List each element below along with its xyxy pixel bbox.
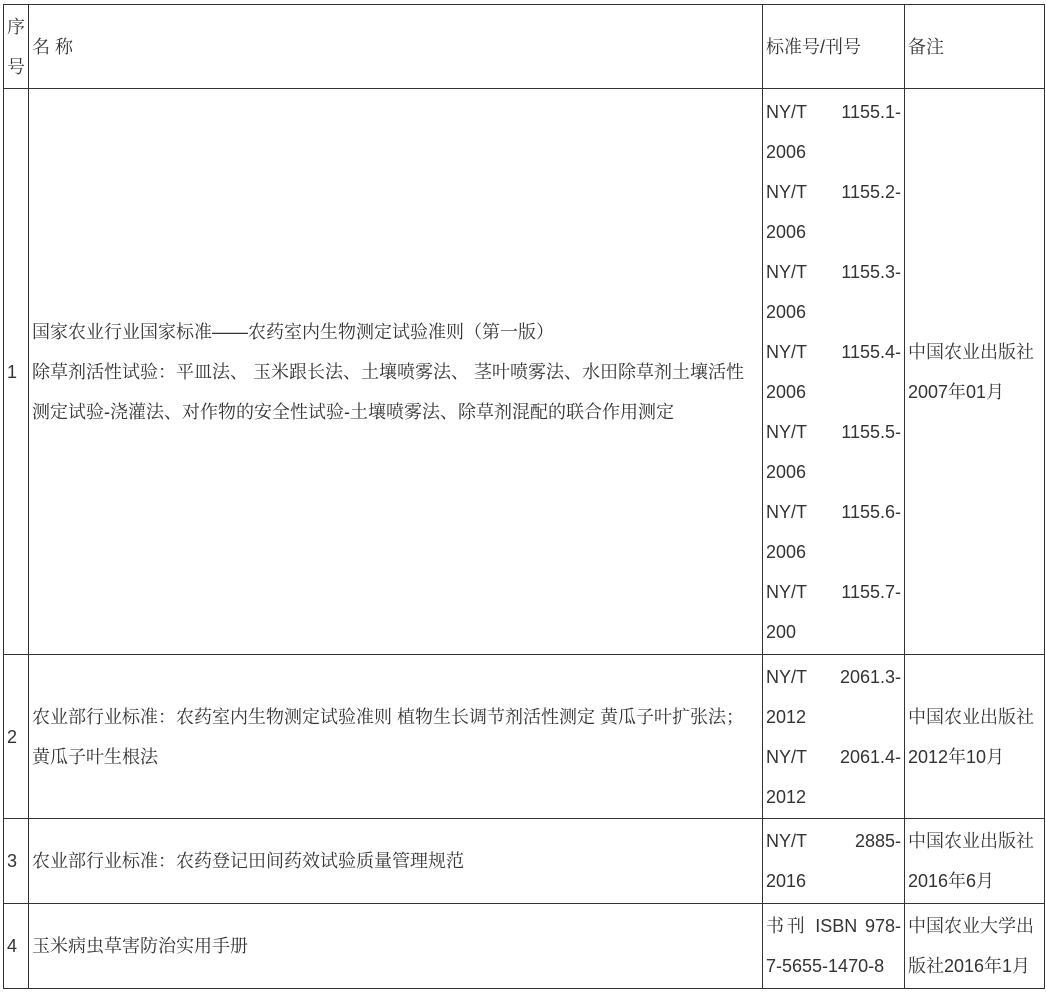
note-line: 版社2016年1月: [908, 956, 1031, 976]
cell-standard-number: [763, 89, 905, 655]
table-row: [4, 89, 1045, 655]
cell-standard-number: [763, 655, 905, 819]
cell-note: [905, 904, 1045, 989]
standard-number-line-1: 书刊 ISBN 978-: [766, 916, 901, 936]
cell-name: [29, 819, 763, 904]
header-standard-number: 标准号/刊号: [763, 5, 905, 89]
standard-number-line-1: NY/T 2061.3-: [766, 666, 901, 687]
standard-number-line-1: NY/T 1155.4-: [766, 341, 901, 362]
header-note: 备注: [905, 5, 1045, 89]
table-row: [4, 904, 1045, 989]
name-line: 玉米病虫草害防治实用手册: [32, 936, 248, 956]
standard-number-line-1: NY/T 2061.4-: [766, 746, 901, 767]
note-line: 2007年01月: [908, 381, 1005, 402]
table-row: [4, 819, 1045, 904]
name-line: 测定试验-浇灌法、对作物的安全性试验-土壤喷雾法、除草剂混配的联合作用测定: [32, 401, 674, 422]
standard-number-line-2: 2012: [766, 786, 807, 807]
standard-number-line-2: 2016: [766, 871, 807, 891]
note-line: 中国农业出版社: [908, 341, 1034, 362]
name-line: 农业部行业标准：农药室内生物测定试验准则 植物生长调节剂活性测定 黄瓜子叶扩张法；: [32, 706, 744, 727]
standard-number-line-2: 2006: [766, 141, 807, 162]
standard-number-line-2: 2006: [766, 301, 807, 322]
standard-number-line-2: 7-5655-1470-8: [766, 956, 885, 976]
note-line: 中国农业出版社: [908, 831, 1034, 851]
header-index: 序号: [4, 5, 29, 89]
standard-number-line-2: 2006: [766, 541, 807, 562]
standard-number-line-1: NY/T 1155.5-: [766, 421, 901, 442]
standard-number-line-1: NY/T 1155.1-: [766, 101, 901, 122]
cell-note: [905, 655, 1045, 819]
standard-number-line-1: NY/T 1155.7-: [766, 581, 901, 602]
cell-standard-number: [763, 904, 905, 989]
cell-index: 4: [4, 904, 29, 989]
standard-number-line-2: 2006: [766, 461, 807, 482]
standard-number-line-1: NY/T 1155.3-: [766, 261, 901, 282]
note-line: 2016年6月: [908, 871, 995, 891]
cell-note: [905, 819, 1045, 904]
cell-name: [29, 904, 763, 989]
name-line: 除草剂活性试验：平皿法、 玉米跟长法、土壤喷雾法、 茎叶喷雾法、水田除草剂土壤活性: [32, 361, 744, 382]
note-line: 中国农业大学出: [908, 916, 1034, 936]
header-name: 名 称: [29, 5, 763, 89]
header-row: [4, 5, 1045, 89]
cell-name: [29, 655, 763, 819]
table-row: [4, 655, 1045, 819]
standard-number-line-1: NY/T 2885-: [766, 831, 901, 851]
standard-number-line-2: 2006: [766, 381, 807, 402]
standard-number-line-2: 200: [766, 621, 797, 642]
standard-number-line-2: 2012: [766, 706, 807, 727]
cell-standard-number: [763, 819, 905, 904]
standard-number-line-1: NY/T 1155.2-: [766, 181, 901, 202]
name-line: 黄瓜子叶生根法: [32, 746, 158, 767]
cell-index: 3: [4, 819, 29, 904]
note-line: 2012年10月: [908, 746, 1005, 767]
name-line: 国家农业行业国家标准——农药室内生物测定试验准则（第一版）: [32, 321, 554, 342]
name-line: 农业部行业标准：农药登记田间药效试验质量管理规范: [32, 851, 464, 871]
standard-number-line-2: 2006: [766, 221, 807, 242]
cell-note: [905, 89, 1045, 655]
cell-name: [29, 89, 763, 655]
note-line: 中国农业出版社: [908, 706, 1034, 727]
standards-table: [3, 4, 1045, 989]
cell-index: 1: [4, 89, 29, 655]
standard-number-line-1: NY/T 1155.6-: [766, 501, 901, 522]
cell-index: 2: [4, 655, 29, 819]
